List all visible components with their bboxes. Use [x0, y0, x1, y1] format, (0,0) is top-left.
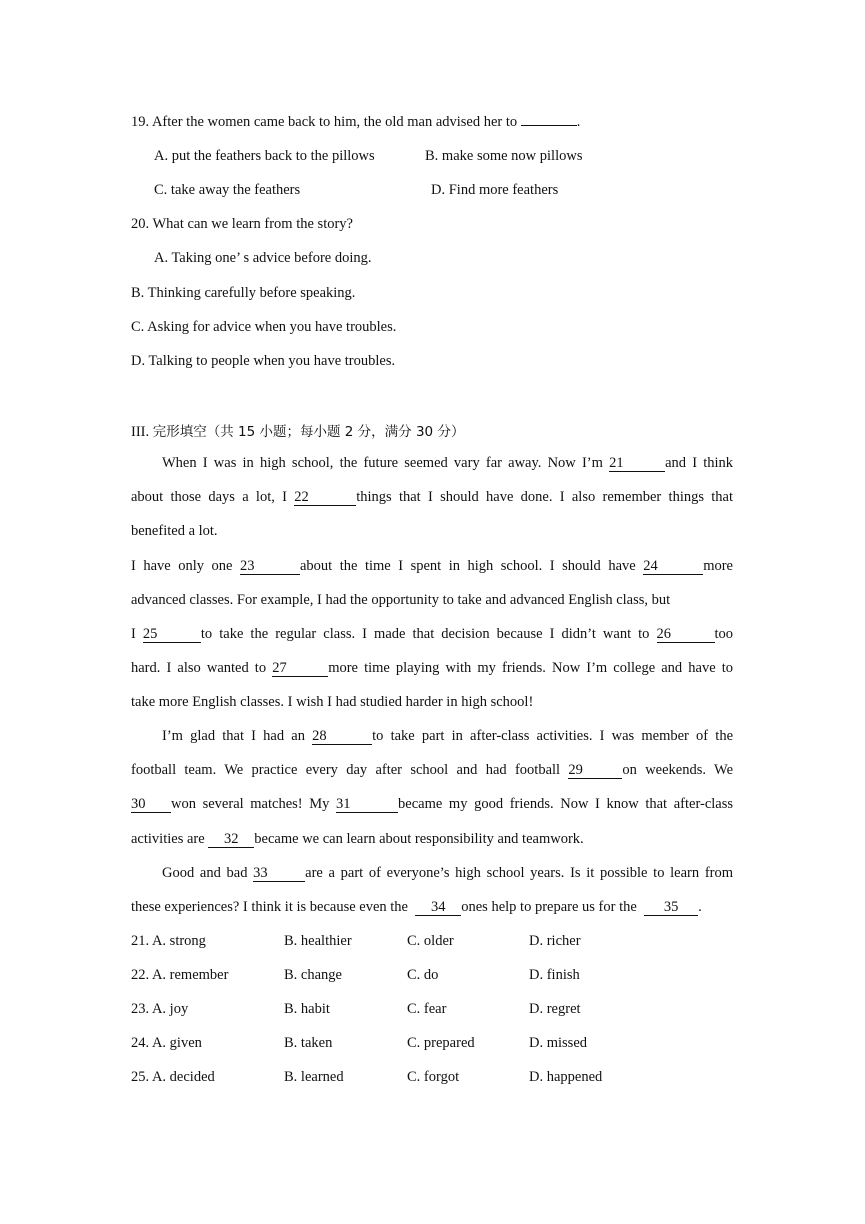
passage-text: these experiences? I think it is because even the [131, 899, 408, 915]
option-24b: B. taken [284, 1035, 333, 1051]
option-25a: 25. A. decided [131, 1069, 215, 1085]
blank-29: 29 [568, 763, 622, 779]
option-25d: D. happened [529, 1069, 603, 1085]
passage-line: advanced classes. For example, I had the opportunity to take and advanced English class, but [131, 592, 671, 608]
blank-22: 22 [294, 490, 356, 506]
option-22c: C. do [407, 967, 439, 983]
option-19a: A. put the feathers back to the pillows [154, 148, 375, 164]
passage-line: take more English classes. I wish I had studied harder in high school! [131, 694, 534, 710]
question-20-stem: 20. What can we learn from the story? [131, 216, 353, 232]
passage-text: became my good friends. Now I know that after-class [398, 796, 733, 812]
blank-23: 23 [240, 559, 300, 575]
option-20c: C. Asking for advice when you have troubles. [131, 319, 397, 335]
option-21b: B. healthier [284, 933, 352, 949]
passage-text: ones help to prepare us for the [461, 899, 637, 915]
passage-text: and I think [665, 455, 733, 471]
blank-26: 26 [657, 627, 715, 643]
blank-24: 24 [643, 559, 703, 575]
passage-text: I [131, 626, 136, 642]
answer-blank [521, 114, 577, 126]
passage-line [162, 455, 733, 472]
passage-text: won several matches! My [171, 796, 330, 812]
passage-text: to take part in after-class activities. I was member of the [372, 728, 734, 744]
option-24c: C. prepared [407, 1035, 475, 1051]
passage-text: things that I should have done. I also remember things that [356, 489, 734, 505]
section-title: 完形填空（共 15 小题；每小题 2 分，满分 30 分） [152, 424, 465, 440]
passage-text: I’m glad that I had an [162, 728, 305, 744]
passage-text: I have only one [131, 558, 233, 574]
option-21a: 21. A. strong [131, 933, 206, 949]
question-19-end: . [576, 114, 581, 130]
passage-text: more time playing with my friends. Now I’m college and have to [328, 660, 733, 676]
blank-35: 35 [644, 900, 698, 916]
section-heading [131, 420, 464, 441]
option-22b: B. change [284, 967, 342, 983]
option-21c: C. older [407, 933, 454, 949]
passage-line [131, 626, 733, 643]
passage-line [162, 865, 733, 882]
passage-text: about the time I spent in high school. I should have [299, 558, 636, 574]
blank-31: 31 [336, 797, 398, 813]
option-21d: D. richer [529, 933, 581, 949]
option-19b: B. make some now pillows [425, 148, 583, 164]
passage-line [131, 489, 733, 506]
blank-28: 28 [312, 729, 372, 745]
blank-30: 30 [131, 797, 171, 813]
passage-line [131, 762, 733, 779]
blank-34: 34 [415, 900, 461, 916]
passage-line [131, 558, 733, 575]
passage-text: more [703, 558, 733, 574]
question-19-text: 19. After the women came back to him, the old man advised her to [131, 114, 518, 130]
option-23b: B. habit [284, 1001, 330, 1017]
option-24d: D. missed [529, 1035, 587, 1051]
passage-text: about those days a lot, I [131, 489, 287, 505]
passage-text: activities are [131, 831, 205, 847]
blank-25: 25 [143, 627, 201, 643]
passage-text: became we can learn about responsibility and teamwork. [254, 831, 584, 847]
option-20b: B. Thinking carefully before speaking. [131, 285, 356, 301]
option-20a: A. Taking one’ s advice before doing. [154, 250, 372, 266]
passage-text: too [714, 626, 734, 642]
passage-line [131, 899, 702, 916]
option-19d: D. Find more feathers [431, 182, 559, 198]
passage-line [131, 796, 733, 813]
option-19c: C. take away the feathers [154, 182, 301, 198]
passage-text: are a part of everyone’s high school years. Is it possible to learn from [305, 865, 733, 881]
option-23d: D. regret [529, 1001, 581, 1017]
passage-text: on weekends. We [622, 762, 733, 778]
option-22a: 22. A. remember [131, 967, 229, 983]
option-23a: 23. A. joy [131, 1001, 189, 1017]
question-19-stem [131, 114, 580, 131]
passage-text: When I was in high school, the future seemed vary far away. Now I’m [162, 455, 603, 471]
passage-line: benefited a lot. [131, 523, 218, 539]
passage-text: Good and bad [162, 865, 248, 881]
blank-33: 33 [253, 866, 305, 882]
passage-text: football team. We practice every day after school and had football [131, 762, 561, 778]
passage-line [131, 660, 733, 677]
section-number: III. [131, 424, 150, 440]
option-25b: B. learned [284, 1069, 344, 1085]
passage-text: hard. I also wanted to [131, 660, 267, 676]
option-24a: 24. A. given [131, 1035, 202, 1051]
passage-text: to take the regular class. I made that decision because I didn’t want to [200, 626, 650, 642]
passage-text: . [698, 899, 702, 915]
passage-line [162, 728, 733, 745]
option-23c: C. fear [407, 1001, 447, 1017]
option-25c: C. forgot [407, 1069, 460, 1085]
blank-21: 21 [609, 456, 665, 472]
option-20d: D. Talking to people when you have troubles. [131, 353, 396, 369]
blank-27: 27 [272, 661, 328, 677]
blank-32: 32 [208, 832, 254, 848]
passage-line [131, 831, 584, 848]
option-22d: D. finish [529, 967, 580, 983]
